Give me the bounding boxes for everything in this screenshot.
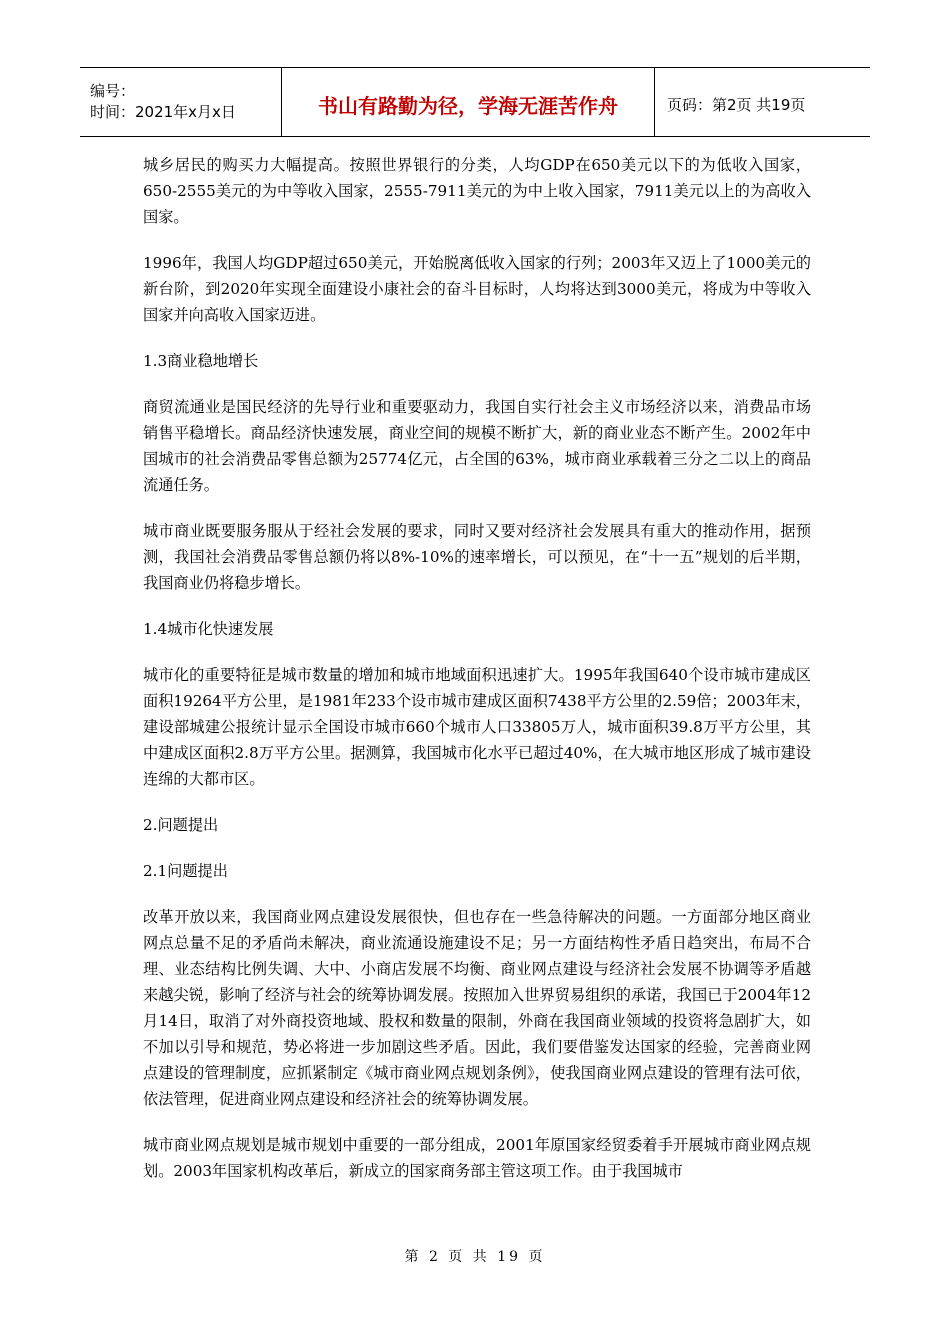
paragraph: 商贸流通业是国民经济的先导行业和重要驱动力，我国自实行社会主义市场经济以来，消费品市场销售平稳增长。商品经济快速发展，商业空间的规模不断扩大，新的商业业态不断产生。2002年中国城市的社会消费品零售总额为25774亿元，占全国的63%，城市商业承载着三分之二以上的商品流通任务。 [143,398,811,494]
document-body [143,152,811,1204]
section-heading: 1.3商业稳地增长 [143,352,259,370]
paragraph: 城市化的重要特征是城市数量的增加和城市地域面积迅速扩大。1995年我国640个设市城市建成区面积19264平方公里，是1981年233个设市城市建成区面积7438平方公里的2.59倍；2003年末，建设部城建公报统计显示全国设市城市660个城市人口33805万人，城市面积39.8万平方公里，其中建成区面积2.8万平方公里。据测算，我国城市化水平已超过40%，在大城市地区形成了城市建设连绵的大都市区。 [143,666,811,788]
paragraph: 城市商业网点规划是城市规划中重要的一部分组成，2001年原国家经贸委着手开展城市商业网点规划。2003年国家机构改革后，新成立的国家商务部主管这项工作。由于我国城市 [143,1136,811,1180]
header-page-info: 页码：第2页 共19页 [667,95,806,114]
paragraph: 改革开放以来，我国商业网点建设发展很快，但也存在一些急待解决的问题。一方面部分地区商业网点总量不足的矛盾尚未解决，商业流通设施建设不足；另一方面结构性矛盾日趋突出，布局不合理、业态结构比例失调、大中、小商店发展不均衡、商业网点建设与经济社会发展不协调等矛盾越来越尖锐，影响了经济与社会的统筹协调发展。按照加入世界贸易组织的承诺，我国已于2004年12月14日，取消了对外商投资地域、股权和数量的限制，外商在我国商业领域的投资将急剧扩大，如不加以引导和规范，势必将进一步加剧这些矛盾。因此，我们要借鉴发达国家的经验，完善商业网点建设的管理制度，应抓紧制定《城市商业网点规划条例》，使我国商业网点建设的管理有法可依，依法管理，促进商业网点建设和经济社会的统筹协调发展。 [143,908,811,1108]
section-heading: 1.4城市化快速发展 [143,620,274,638]
paragraph: 城市商业既要服务服从于经社会发展的要求，同时又要对经济社会发展具有重大的推动作用，据预测，我国社会消费品零售总额仍将以8%-10%的速率增长，可以预见，在“十一五”规划的后半期，我国商业仍将稳步增长。 [143,522,811,592]
page-footer: 第 2 页 共 19 页 [404,1249,546,1265]
paragraph: 1996年，我国人均GDP超过650美元，开始脱离低收入国家的行列；2003年又迈上了1000美元的新台阶，到2020年实现全面建设小康社会的奋斗目标时，人均将达到3000美元，将成为中等收入国家并向高收入国家迈进。 [143,254,811,324]
date-line: 时间：2021年x月x日 [90,103,236,121]
header-meta [80,68,282,136]
serial-number-label: 编号： [90,82,136,100]
paragraph: 城乡居民的购买力大幅提高。按照世界银行的分类，人均GDP在650美元以下的为低收入国家，650-2555美元的为中等收入国家，2555-7911美元的为中上收入国家，7911美元以上的为高收入国家。 [143,156,811,226]
page-header [80,67,870,137]
section-heading: 2.1问题提出 [143,862,228,880]
header-motto: 书山有路勤为径，学海无涯苦作舟 [282,68,655,136]
section-heading: 2.问题提出 [143,816,219,834]
